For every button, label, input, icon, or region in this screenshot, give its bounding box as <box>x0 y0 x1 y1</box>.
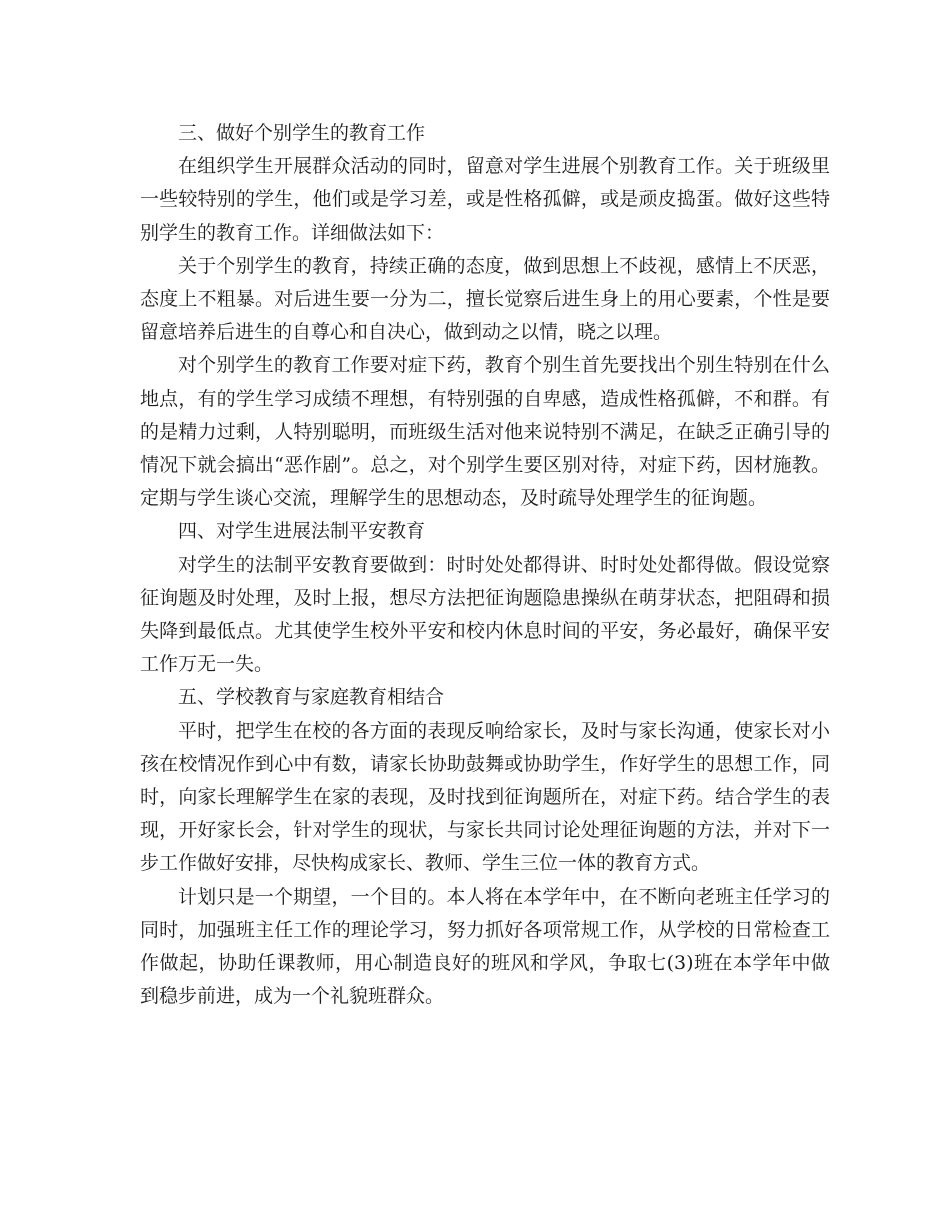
paragraph: 对个别学生的教育工作要对症下药，教育个别生首先要找出个别生特别在什么地点，有的学生学习成绩不理想，有特别强的自卑感，造成性格孤僻，不和群。有的是精力过剩，人特别聪明，而班级生活对他来说特别不满足，在缺乏正确引导的情况下就会搞出“恶作剧”。总之，对个别学生要区别对待，对症下药，因材施教。定期与学生谈心交流，理解学生的思想动态，及时疏导处理学生的征询题。 <box>140 354 830 510</box>
section-heading-3: 三、做好个别学生的教育工作 <box>178 122 426 144</box>
paragraph: 平时，把学生在校的各方面的表现反响给家长，及时与家长沟通，使家长对小孩在校情况作到心中有数，请家长协助鼓舞或协助学生，作好学生的思想工作，同时，向家长理解学生在家的表现，及时找到征询题所在，对症下药。结合学生的表现，开好家长会，针对学生的现状，与家长共同讨论处理征询题的方法，并对下一步工作做好安排，尽快构成家长、教师、学生三位一体的教育方式。 <box>140 719 830 875</box>
section-heading-5: 五、学校教育与家庭教育相结合 <box>178 686 445 709</box>
document-body <box>140 117 830 1013</box>
paragraph: 对学生的法制平安教育要做到：时时处处都得讲、时时处处都得做。假设觉察征询题及时处理，及时上报，想尽方法把征询题隐患操纵在萌芽状态，把阻碍和损失降到最低点。尤其使学生校外平安和校内休息时间的平安，务必最好，确保平安工作万无一失。 <box>140 553 830 676</box>
paragraph: 计划只是一个期望，一个目的。本人将在本学年中，在不断向老班主任学习的同时，加强班主任工作的理论学习，努力抓好各项常规工作，从学校的日常检查工作做起，协助任课教师，用心制造良好的班风和学风，争取七(3)班在本学年中做到稳步前进，成为一个礼貌班群众。 <box>140 885 830 1008</box>
section-heading-4: 四、对学生进展法制平安教育 <box>178 520 426 543</box>
paragraph: 关于个别学生的教育，持续正确的态度，做到思想上不歧视，感情上不厌恶，态度上不粗暴。对后进生要一分为二，擅长觉察后进生身上的用心要素，个性是要留意培养后进生的自尊心和自决心，做到动之以情，晓之以理。 <box>140 254 830 344</box>
paragraph: 在组织学生开展群众活动的同时，留意对学生进展个别教育工作。关于班级里一些较特别的学生，他们或是学习差，或是性格孤僻，或是顽皮捣蛋。做好这些特别学生的教育工作。详细做法如下： <box>140 155 830 244</box>
